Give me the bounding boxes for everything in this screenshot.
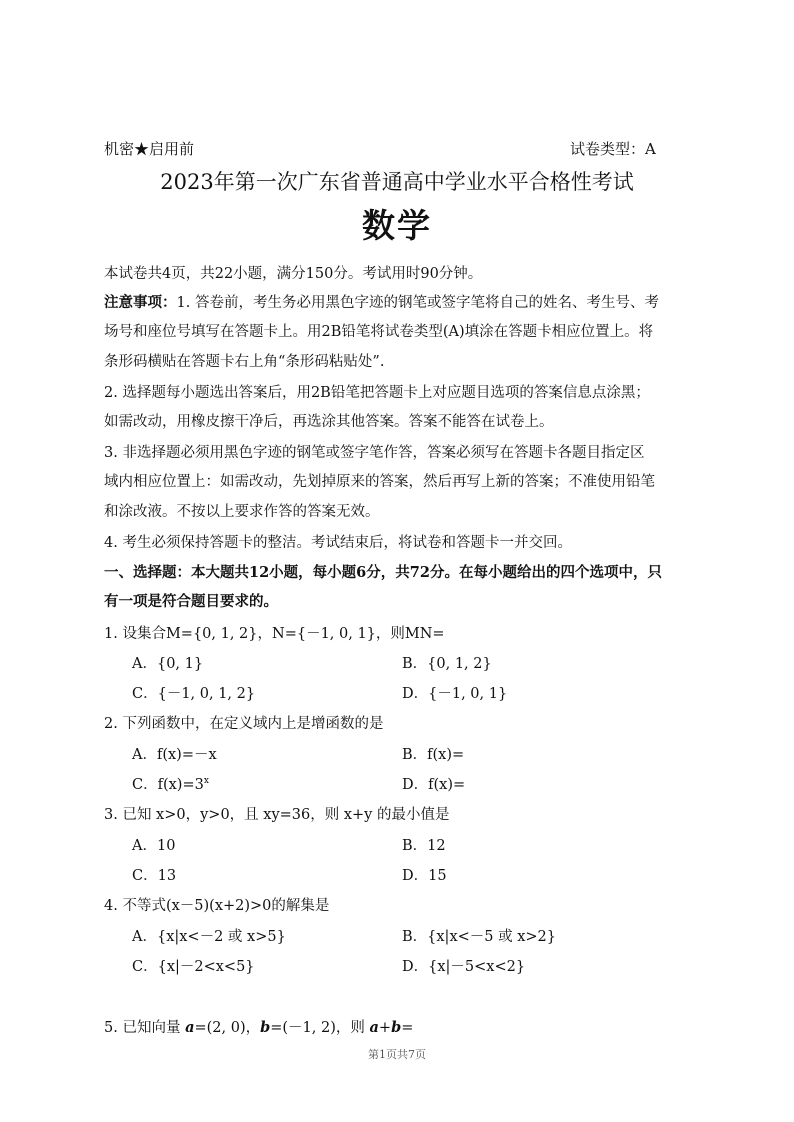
question-1-option-a: A．{0, 1} [132,656,204,672]
notice-line-1: 注意事项：1. 答卷前，考生务必用黑色字迹的钢笔或签字笔将自己的姓名、考生号、考 [104,294,659,311]
question-2-option-b: B．f(x)= [402,747,465,763]
exam-title: 2023年第一次广东省普通高中学业水平合格性考试 [160,170,634,194]
notice-line-8: 和涂改液。不按以上要求作答的答案无效。 [104,504,380,520]
vector-a: a [185,1019,195,1036]
question-5-stem: 5. 已知向量 a=(2, 0)，b=(－1, 2)，则 a+b= [104,1019,414,1036]
question-1-option-c: C．{－1, 0, 1, 2} [132,686,256,702]
notice-line-9: 4. 考生必须保持答题卡的整洁。考试结束后，将试卷和答题卡一并交回。 [104,535,572,551]
section-heading-2: 有一项是符合题目要求的。 [104,593,278,610]
superscript-x: x [203,776,209,787]
notice-line-7: 域内相应位置上：如需改动，先划掉原来的答案，然后再写上新的答案；不准使用铅笔 [104,474,655,490]
question-3-option-a: A．10 [132,838,176,854]
question-3-option-c: C．13 [132,868,177,884]
question-2-stem: 2. 下列函数中，在定义域内上是增函数的是 [104,716,384,732]
subject-title: 数学 [362,206,432,245]
question-4-option-a: A．{x|x<－2 或 x>5} [132,929,286,945]
page-footer: 第1页共7页 [368,1048,426,1061]
paper-type-label: 试卷类型：A [570,140,656,158]
notice-label: 注意事项： [104,294,177,311]
vector-b: b [260,1019,271,1036]
question-4-stem: 4. 不等式(x－5)(x+2)>0的解集是 [104,898,330,914]
intro-text: 本试卷共4页，共22小题，满分150分。考试用时90分钟。 [104,266,483,282]
question-3-option-b: B．12 [402,838,446,854]
question-1-stem: 1. 设集合M={0, 1, 2}，N={－1, 0, 1}，则MN= [104,626,445,642]
notice-line-6: 3. 非选择题必须用黑色字迹的钢笔或签字笔作答，答案必须写在答题卡各题目指定区 [104,445,645,461]
notice-line-2: 场号和座位号填写在答题卡上。用2B铅笔将试卷类型(A)填涂在答题卡相应位置上。将 [104,324,654,340]
notice-line-5: 如需改动，用橡皮擦干净后，再选涂其他答案。答案不能答在试卷上。 [104,414,554,430]
question-3-option-d: D．15 [402,868,447,884]
question-1-option-b: B．{0, 1, 2} [402,656,492,672]
confidential-label: 机密★启用前 [104,140,195,158]
question-4-option-d: D．{x|－5<x<2} [402,959,526,975]
question-2-option-d: D．f(x)= [402,777,466,793]
question-4-option-c: C．{x|－2<x<5} [132,959,255,975]
notice-line-4: 2. 选择题每小题选出答案后，用2B铅笔把答题卡上对应题目选项的答案信息点涂黑； [104,385,650,401]
section-heading-1: 一、选择题：本大题共12小题，每小题6分，共72分。在每小题给出的四个选项中，只 [104,564,662,581]
question-2-option-a: A．f(x)=－x [132,747,217,763]
question-1-option-d: D．{－1, 0, 1} [402,686,508,702]
question-2-option-c: C．$f(x)=3^x$ [132,776,209,793]
question-4-option-b: B．{x|x<－5 或 x>2} [402,929,556,945]
notice-line-3: 条形码横贴在答题卡右上角“条形码粘贴处”. [104,354,385,370]
question-3-stem: 3. 已知 x>0，y>0，且 xy=36，则 x+y 的最小值是 [104,807,450,823]
